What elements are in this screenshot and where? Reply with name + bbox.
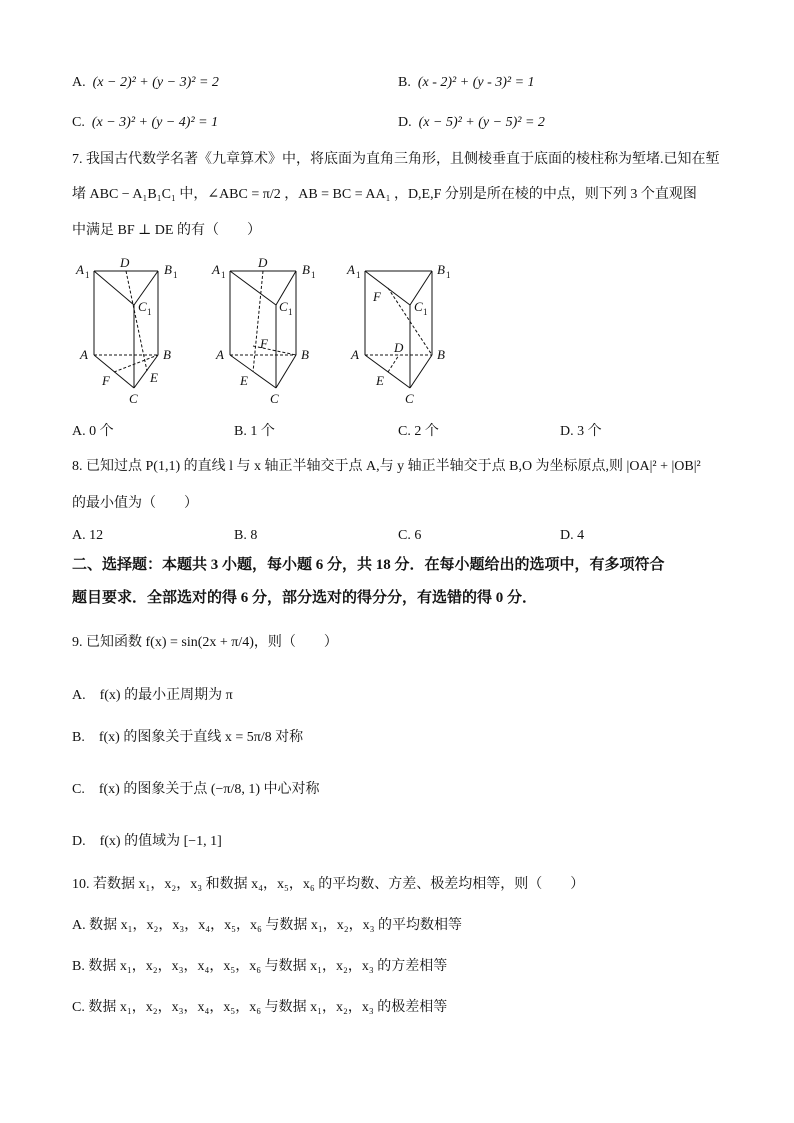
fig3-label-e: E: [376, 373, 384, 388]
fig2-label-a: A: [216, 347, 224, 362]
q9-option-d: D. f(x) 的值域为 [−1, 1]: [72, 834, 222, 849]
fig1-label-a: A: [80, 347, 88, 362]
q7-option-b: B. 1 个: [234, 424, 275, 439]
fig2-label-c1: C: [279, 299, 288, 314]
fig1-label-c: C: [129, 391, 138, 406]
fig2-label-d: D: [258, 255, 268, 270]
q10-option-c: C. 数据 x₁，x₂，x₃，x₄，x₅，x₆ 与数据 x₁，x₂，x₃ 的极差相等: [72, 1000, 448, 1015]
fig3-label-a: A: [351, 347, 359, 362]
svg-text:1: 1: [423, 307, 428, 317]
svg-text:1: 1: [356, 270, 361, 280]
q8-stem-line2: 的最小值为（ ）: [72, 496, 198, 511]
q6-option-a: A. (x − 2)² + (y − 3)² = 2: [72, 75, 219, 90]
svg-text:1: 1: [173, 270, 178, 280]
q9-option-a: A. f(x) 的最小正周期为 π: [72, 688, 233, 703]
q7-option-c: C. 2 个: [398, 424, 439, 439]
q7-option-a: A. 0 个: [72, 424, 114, 439]
fig3-label-f: F: [373, 289, 381, 304]
svg-text:1: 1: [85, 270, 90, 280]
fig1-label-c1: C: [138, 299, 147, 314]
fig3-label-c1: C: [414, 299, 423, 314]
fig3-label-b: B: [437, 347, 445, 362]
fig3-label-b1: B: [437, 262, 445, 277]
q7-stem-line3: 中满足 BF ⊥ DE 的有（ ）: [72, 223, 261, 238]
svg-text:1: 1: [221, 270, 226, 280]
fig1-label-b: B: [163, 347, 171, 362]
fig2-label-e: E: [240, 373, 248, 388]
fig1-label-b1: B: [164, 262, 172, 277]
q9-option-b: B. f(x) 的图象关于直线 x = 5π/8 对称: [72, 730, 304, 745]
fig2-label-a1: A: [212, 262, 220, 277]
section2-header-line2: 题目要求．全部选对的得 6 分，部分选对的得分分，有选错的得 0 分．: [72, 590, 538, 606]
q9-option-c: C. f(x) 的图象关于点 (−π/8, 1) 中心对称: [72, 782, 320, 797]
q8-option-d: D. 4: [560, 528, 585, 543]
svg-text:1: 1: [147, 307, 152, 317]
q7-figures: [70, 255, 470, 410]
q10-option-a: A. 数据 x₁，x₂，x₃，x₄，x₅，x₆ 与数据 x₁，x₂，x₃ 的平均数相等: [72, 918, 463, 933]
section2-header-line1: 二、选择题：本题共 3 小题，每小题 6 分，共 18 分．在每小题给出的选项中，有多项符合: [72, 557, 665, 573]
fig3-label-d: D: [394, 340, 404, 355]
fig3-label-a1: A: [347, 262, 355, 277]
q8-stem-line1: 8. 已知过点 P(1,1) 的直线 l 与 x 轴正半轴交于点 A,与 y 轴正半轴交于点 B,O 为坐标原点,则 |OA|² + |OB|²: [72, 459, 701, 474]
q6-option-b: B. (x - 2)² + (y - 3)² = 1: [398, 75, 535, 90]
q7-stem-line2: 堵 ABC − A₁B₁C₁ 中，∠ABC = π/2 ，AB = BC = AA₁ ，D,E,F 分别是所在棱的中点，则下列 3 个直观图: [72, 187, 697, 202]
q9-stem: 9. 已知函数 f(x) = sin(2x + π/4)，则（ ）: [72, 635, 338, 650]
q10-stem: 10. 若数据 x₁，x₂，x₃ 和数据 x₄，x₅，x₆ 的平均数、方差、极差均相等，则（ ）: [72, 877, 585, 892]
q7-figure-1: [94, 271, 158, 388]
q8-option-b: B. 8: [234, 528, 258, 543]
fig2-label-b: B: [301, 347, 309, 362]
svg-text:1: 1: [311, 270, 316, 280]
fig3-label-c: C: [405, 391, 414, 406]
q8-option-a: A. 12: [72, 528, 104, 543]
q7-figure-2: [230, 271, 296, 388]
fig2-label-c: C: [270, 391, 279, 406]
fig2-label-f: F: [260, 336, 268, 351]
q7-option-d: D. 3 个: [560, 424, 602, 439]
fig1-label-f: F: [102, 373, 110, 388]
q8-option-c: C. 6: [398, 528, 422, 543]
q6-option-d: D. (x − 5)² + (y − 5)² = 2: [398, 115, 545, 130]
svg-text:1: 1: [446, 270, 451, 280]
q6-option-c: C. (x − 3)² + (y − 4)² = 1: [72, 115, 219, 130]
fig1-label-d: D: [120, 255, 130, 270]
q10-option-b: B. 数据 x₁，x₂，x₃，x₄，x₅，x₆ 与数据 x₁，x₂，x₃ 的方差相等: [72, 959, 448, 974]
q7-stem-line1: 7. 我国古代数学名著《九章算术》中，将底面为直角三角形，且侧棱垂直于底面的棱柱称为堑堵.已知在堑: [72, 152, 720, 167]
fig1-label-a1: A: [76, 262, 84, 277]
fig2-label-b1: B: [302, 262, 310, 277]
fig1-label-e: E: [150, 370, 158, 385]
svg-text:1: 1: [288, 307, 293, 317]
